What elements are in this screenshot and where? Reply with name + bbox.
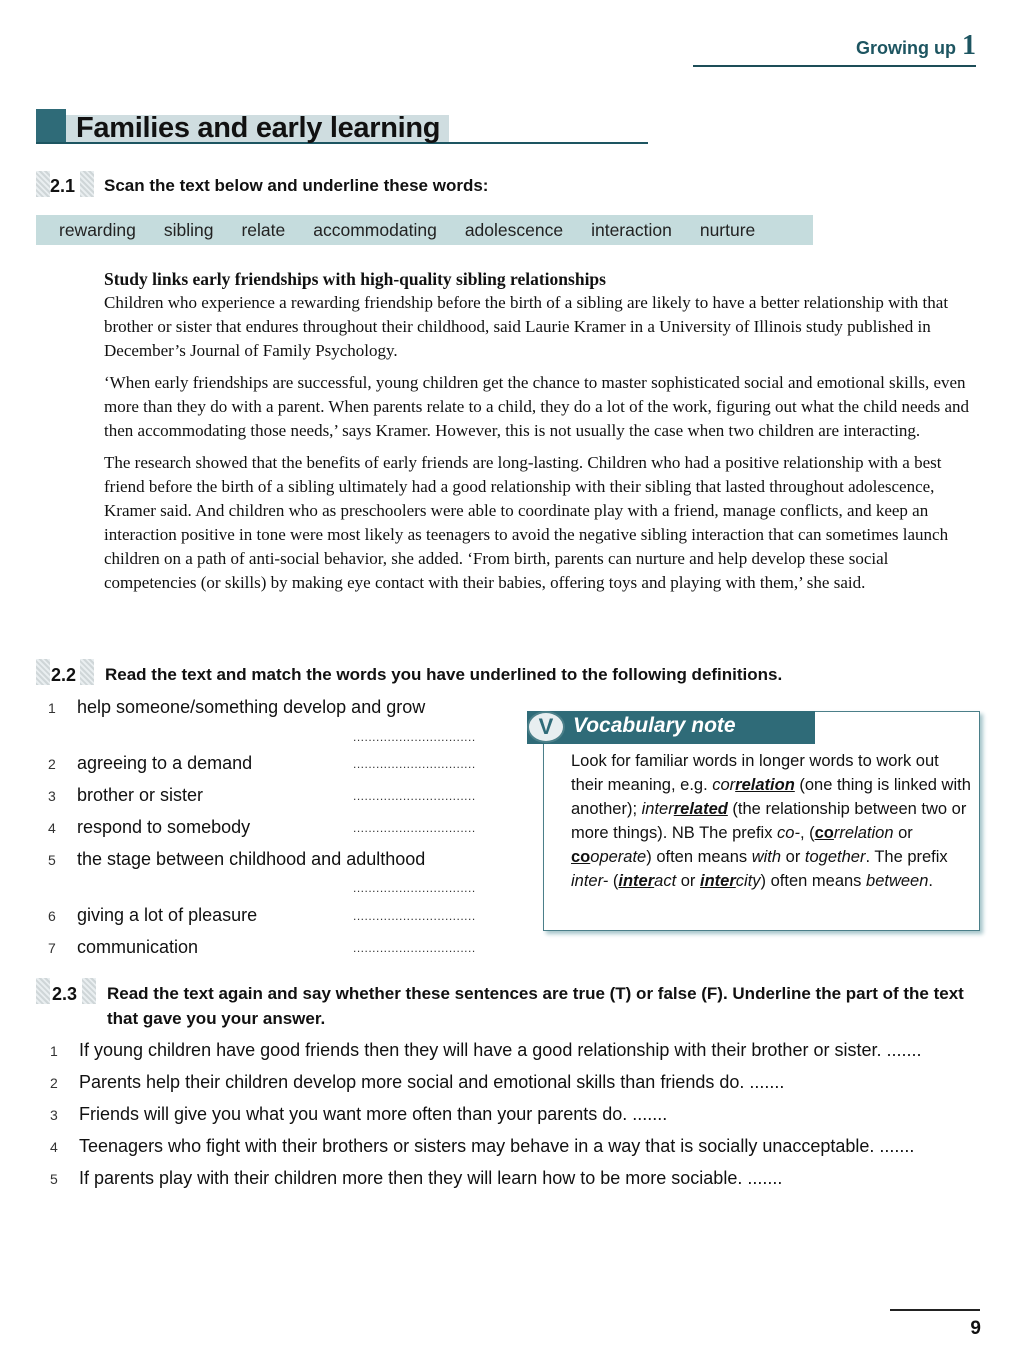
word: relate bbox=[241, 219, 286, 240]
word: interaction bbox=[591, 219, 672, 240]
exercise-badge bbox=[82, 978, 96, 1004]
true-false-item bbox=[50, 1104, 1010, 1125]
header-rule bbox=[693, 65, 976, 67]
answer-blank[interactable]: ................................ bbox=[353, 881, 476, 895]
note-segment: co bbox=[571, 848, 591, 866]
item-text: help someone/something develop and grow bbox=[77, 697, 426, 717]
note-segment: together bbox=[804, 848, 866, 866]
chapter-number: 1 bbox=[962, 30, 976, 61]
word: rewarding bbox=[59, 219, 136, 240]
note-segment: inter bbox=[700, 872, 736, 890]
exercise-badge bbox=[80, 659, 94, 685]
item-text: respond to somebody bbox=[77, 817, 251, 837]
running-title: Growing up bbox=[856, 38, 956, 58]
section-title: Families and early learning bbox=[76, 112, 441, 144]
item-text: communication bbox=[77, 937, 199, 957]
vocabulary-note-title: Vocabulary note bbox=[573, 714, 736, 737]
item-text: Teenagers who fight with their brothers or sisters may behave in a way that is socially unacceptable. ....... bbox=[79, 1136, 915, 1156]
item-text: Parents help their children develop more social and emotional skills than friends do. ....... bbox=[79, 1072, 785, 1092]
answer-blank[interactable]: ................................ bbox=[353, 909, 476, 923]
exercise-instruction: Read the text and match the words you have underlined to the following definitions. bbox=[105, 665, 783, 684]
item-text: If parents play with their children more then they will learn how to be more sociable. ....... bbox=[79, 1168, 783, 1188]
note-segment: ( bbox=[608, 872, 619, 890]
page-number: 9 bbox=[970, 1318, 981, 1339]
exercise-number: 2.1 bbox=[50, 176, 76, 196]
item-number: 2 bbox=[48, 756, 56, 772]
item-number: 4 bbox=[48, 820, 56, 836]
definition-item bbox=[48, 849, 508, 870]
note-segment: cor bbox=[712, 776, 736, 794]
word: sibling bbox=[163, 219, 214, 240]
note-segment: city bbox=[735, 872, 761, 890]
article-paragraph: The research showed that the benefits of early friends are long-lasting. Children who had a positive relationship with a best friend before the birth of a sibling ultimately had a good relationship with their sibling that lasted throughout adolescence, Kramer said. And children who as preschoolers were able to coordinate play with a friend, manage conflicts, and keep an interaction positive in tone were most likely as teenagers to avoid the negative sibling interaction that can sometimes launch children on a path of anti-social behavior, she added. ‘From birth, parents can nurture and help develop these social competencies (or skills) by making eye contact with their babies, offering toys and playing with them,’ she said. bbox=[104, 453, 949, 592]
note-segment: Look for familiar words in longer words to work out their meaning, e.g. bbox=[571, 752, 939, 794]
note-segment: act bbox=[654, 872, 677, 890]
item-text: If young children have good friends then they will have a good relationship with their brother or sister. ....... bbox=[79, 1040, 922, 1060]
note-segment: between bbox=[866, 872, 929, 890]
true-false-item bbox=[50, 1040, 1010, 1061]
note-segment: with bbox=[751, 848, 782, 866]
word-list bbox=[36, 215, 813, 245]
item-text: agreeing to a demand bbox=[77, 753, 253, 773]
item-number: 1 bbox=[50, 1043, 58, 1059]
note-segment: . The prefix bbox=[865, 848, 948, 866]
item-number: 4 bbox=[50, 1139, 58, 1155]
item-text: brother or sister bbox=[77, 785, 204, 805]
item-number: 2 bbox=[50, 1075, 58, 1091]
note-segment: co bbox=[814, 824, 834, 842]
note-segment: inter bbox=[618, 872, 655, 890]
definition-item bbox=[48, 697, 508, 718]
article bbox=[104, 267, 984, 603]
item-text: Friends will give you what you want more often than your parents do. ....... bbox=[79, 1104, 668, 1124]
note-segment: (the relationship between two or more things). NB The prefix bbox=[571, 800, 967, 842]
note-segment: or bbox=[676, 872, 701, 890]
answer-blank[interactable]: ................................ bbox=[353, 789, 476, 803]
note-segment: related bbox=[673, 800, 728, 818]
note-segment: (one thing is linked with another); bbox=[571, 776, 971, 818]
note-segment: . bbox=[928, 872, 933, 890]
exercise-instruction: Read the text again and say whether these sentences are true (T) or false (F). Underline the part of the text bbox=[107, 984, 964, 1003]
exercise-badge bbox=[36, 978, 50, 1004]
answer-blank[interactable]: ................................ bbox=[353, 821, 476, 835]
exercise-instruction: Scan the text below and underline these words: bbox=[104, 176, 489, 195]
note-segment: or bbox=[781, 848, 805, 866]
exercise-number: 2.2 bbox=[51, 665, 77, 685]
note-segment: co- bbox=[777, 824, 800, 842]
running-header bbox=[856, 30, 976, 62]
exercise-number: 2.3 bbox=[52, 984, 78, 1004]
vocabulary-icon: V bbox=[527, 711, 565, 743]
item-number: 1 bbox=[48, 700, 56, 716]
word: nurture bbox=[699, 219, 756, 240]
note-segment: , ( bbox=[799, 824, 815, 842]
note-segment: rrelation bbox=[833, 824, 894, 842]
true-false-item bbox=[50, 1136, 1010, 1157]
article-title: Study links early friendships with high-quality sibling relationships bbox=[104, 269, 606, 289]
note-segment: ) often means bbox=[646, 848, 752, 866]
item-number: 5 bbox=[50, 1171, 58, 1187]
true-false-item bbox=[50, 1072, 1010, 1093]
note-segment: ) often means bbox=[760, 872, 867, 890]
true-false-item bbox=[50, 1168, 1010, 1189]
exercise-badge bbox=[80, 171, 94, 197]
article-paragraph: Children who experience a rewarding friendship before the birth of a sibling are likely to have a better relationship with that brother or sister that endures throughout their childhood, said Laurie Kramer in a University of Illinois study published in December’s Journal of Family Psychology. bbox=[104, 293, 949, 360]
answer-blank[interactable]: ................................ bbox=[353, 941, 476, 955]
answer-blank[interactable]: ................................ bbox=[353, 757, 476, 771]
item-number: 7 bbox=[48, 940, 56, 956]
answer-blank[interactable]: ................................ bbox=[353, 730, 476, 744]
note-segment: or bbox=[893, 824, 913, 842]
vocabulary-note-text bbox=[571, 749, 971, 893]
item-number: 3 bbox=[50, 1107, 58, 1123]
exercise-instruction: that gave you your answer. bbox=[107, 1009, 326, 1028]
item-text: the stage between childhood and adulthood bbox=[77, 849, 426, 869]
word: accommodating bbox=[313, 219, 437, 240]
note-segment: inter- bbox=[571, 872, 609, 890]
page-number-rule bbox=[890, 1309, 980, 1311]
exercise-badge bbox=[36, 659, 50, 685]
exercise-badge bbox=[36, 171, 50, 197]
note-segment: inter bbox=[641, 800, 674, 818]
word: adolescence bbox=[464, 219, 564, 240]
item-text: giving a lot of pleasure bbox=[77, 905, 258, 925]
note-segment: operate bbox=[590, 848, 647, 866]
item-number: 3 bbox=[48, 788, 56, 804]
item-number: 6 bbox=[48, 908, 56, 924]
item-number: 5 bbox=[48, 852, 56, 868]
note-segment: relation bbox=[735, 776, 795, 794]
title-square bbox=[36, 109, 66, 144]
article-paragraph: ‘When early friendships are successful, young children get the chance to master sophisticated social and emotional skills, even more than they do with a parent. When parents relate to a child, they do a lot of the work, figuring out what the child needs and then accommodating those needs,’ says Kramer. However, this is not usually the case when two children are interacting. bbox=[104, 373, 970, 440]
